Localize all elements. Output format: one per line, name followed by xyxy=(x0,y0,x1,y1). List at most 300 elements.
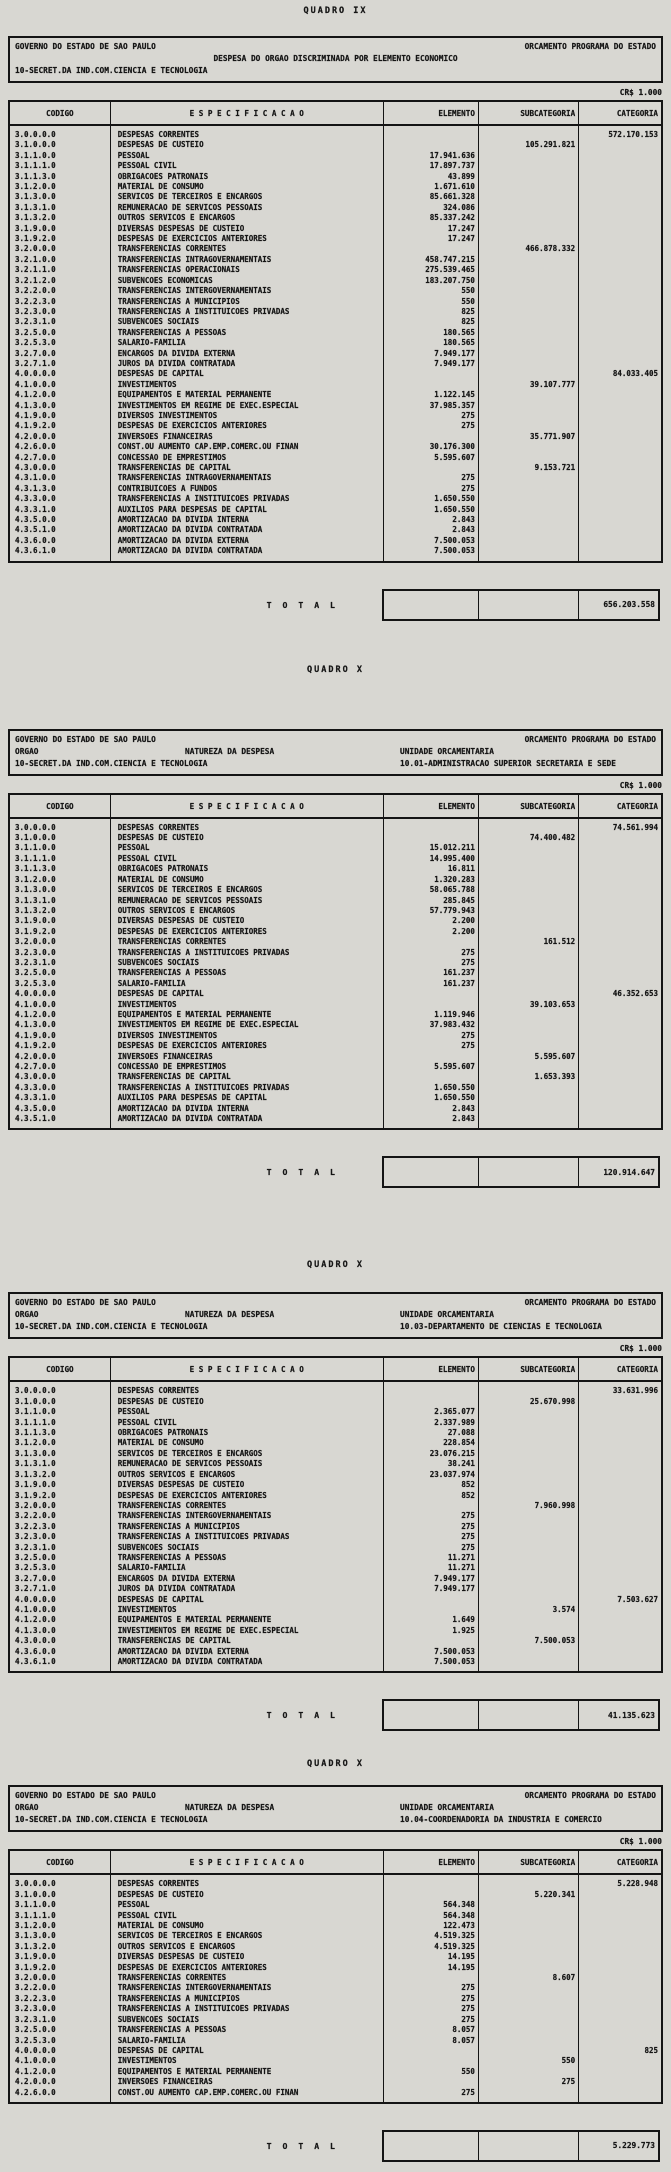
row-elemento: 1.650.550 xyxy=(383,494,478,504)
row-especificacao: INVERSOES FINANCEIRAS xyxy=(110,1052,383,1062)
row-subcategoria xyxy=(478,297,578,307)
table-row xyxy=(9,1931,662,1941)
row-codigo: 4.2.7.0.0 xyxy=(9,453,110,463)
row-subcategoria xyxy=(478,442,578,452)
col-codigo: CODIGO xyxy=(9,1850,110,1874)
row-especificacao: PESSOAL CIVIL xyxy=(110,1911,383,1921)
row-subcategoria xyxy=(478,172,578,182)
row-especificacao: DESPESAS DE CUSTEIO xyxy=(110,1890,383,1900)
row-elemento: 1.122.145 xyxy=(383,390,478,400)
row-subcategoria xyxy=(478,906,578,916)
row-especificacao: DESPESAS CORRENTES xyxy=(110,125,383,140)
row-subcategoria: 74.400.482 xyxy=(478,833,578,843)
row-codigo: 3.1.3.0.0 xyxy=(9,1931,110,1941)
row-elemento: 17.247 xyxy=(383,234,478,244)
table-row xyxy=(9,818,662,833)
row-elemento: 275 xyxy=(383,421,478,431)
row-categoria xyxy=(579,1501,662,1511)
row-elemento: 275 xyxy=(383,1041,478,1051)
row-especificacao: DESPESAS DE CUSTEIO xyxy=(110,833,383,843)
table-row xyxy=(9,1890,662,1900)
row-especificacao: INVESTIMENTOS xyxy=(110,1605,383,1615)
section-quadro-ix xyxy=(8,6,663,621)
row-especificacao: SALARIO-FAMILIA xyxy=(110,338,383,348)
row-categoria xyxy=(579,453,662,463)
table-row xyxy=(9,1874,662,1889)
row-categoria xyxy=(579,421,662,431)
table-row xyxy=(9,1093,662,1103)
row-subcategoria xyxy=(478,234,578,244)
row-subcategoria xyxy=(478,854,578,864)
row-subcategoria xyxy=(478,1615,578,1625)
row-elemento xyxy=(383,432,478,442)
table-row xyxy=(9,140,662,150)
row-codigo: 3.1.9.2.0 xyxy=(9,234,110,244)
row-especificacao: PESSOAL CIVIL xyxy=(110,161,383,171)
row-especificacao: CONST.OU AUMENTO CAP.EMP.COMERC.OU FINAN xyxy=(110,2088,383,2103)
table-row xyxy=(9,328,662,338)
row-categoria xyxy=(579,1010,662,1020)
row-codigo: 3.2.5.0.0 xyxy=(9,328,110,338)
government-name: GOVERNO DO ESTADO DE SAO PAULO xyxy=(15,734,156,744)
row-elemento xyxy=(383,818,478,833)
row-codigo: 4.1.9.2.0 xyxy=(9,1041,110,1051)
budget-table xyxy=(8,1849,663,2104)
table-row xyxy=(9,224,662,234)
table-row xyxy=(9,1574,662,1584)
row-subcategoria xyxy=(478,2015,578,2025)
col-especificacao: E S P E C I F I C A C A O xyxy=(110,1357,383,1381)
row-elemento: 852 xyxy=(383,1480,478,1490)
table-row xyxy=(9,1647,662,1657)
table-row xyxy=(9,2067,662,2077)
row-codigo: 3.1.1.0.0 xyxy=(9,1407,110,1417)
row-especificacao: SALARIO-FAMILIA xyxy=(110,979,383,989)
row-elemento: 15.012.211 xyxy=(383,843,478,853)
table-row xyxy=(9,369,662,379)
row-elemento: 2.843 xyxy=(383,525,478,535)
row-especificacao: OUTROS SERVICOS E ENCARGOS xyxy=(110,213,383,223)
row-codigo: 3.1.9.0.0 xyxy=(9,1480,110,1490)
row-especificacao: CONTRIBUICOES A FUNDOS xyxy=(110,484,383,494)
row-elemento: 17.941.636 xyxy=(383,151,478,161)
col-codigo: CODIGO xyxy=(9,101,110,125)
table-row xyxy=(9,968,662,978)
table-row xyxy=(9,1983,662,1993)
table-row xyxy=(9,536,662,546)
table-row xyxy=(9,1072,662,1082)
row-codigo: 3.2.3.1.0 xyxy=(9,317,110,327)
row-codigo: 4.1.0.0.0 xyxy=(9,2056,110,2066)
row-subcategoria xyxy=(478,979,578,989)
row-especificacao: TRANSFERENCIAS DE CAPITAL xyxy=(110,1072,383,1082)
row-subcategoria xyxy=(478,276,578,286)
row-categoria xyxy=(579,1052,662,1062)
row-categoria xyxy=(579,505,662,515)
row-categoria xyxy=(579,2067,662,2077)
row-elemento: 2.843 xyxy=(383,1114,478,1129)
row-subcategoria xyxy=(478,421,578,431)
row-codigo: 3.1.3.0.0 xyxy=(9,1449,110,1459)
table-row xyxy=(9,833,662,843)
row-codigo: 3.1.1.3.0 xyxy=(9,864,110,874)
row-elemento: 564.348 xyxy=(383,1900,478,1910)
row-especificacao: AMORTIZACAO DA DIVIDA EXTERNA xyxy=(110,1647,383,1657)
row-especificacao: OUTROS SERVICOS E ENCARGOS xyxy=(110,1942,383,1952)
government-name: GOVERNO DO ESTADO DE SAO PAULO xyxy=(15,1298,156,1308)
natureza-label: NATUREZA DA DESPESA xyxy=(185,746,275,756)
unidade-label: UNIDADE ORCAMENTARIA xyxy=(400,746,494,756)
row-categoria xyxy=(579,1532,662,1542)
natureza-label: NATUREZA DA DESPESA xyxy=(185,1310,275,1320)
table-row xyxy=(9,213,662,223)
row-categoria xyxy=(579,1615,662,1625)
table-row xyxy=(9,255,662,265)
row-codigo: 4.3.0.0.0 xyxy=(9,1636,110,1646)
row-especificacao: INVERSOES FINANCEIRAS xyxy=(110,2077,383,2087)
row-codigo: 4.3.5.0.0 xyxy=(9,1104,110,1114)
row-especificacao: DESPESAS DE CAPITAL xyxy=(110,1595,383,1605)
row-elemento xyxy=(383,1973,478,1983)
row-elemento: 275 xyxy=(383,1522,478,1532)
table-row xyxy=(9,1418,662,1428)
row-codigo: 3.2.3.1.0 xyxy=(9,2015,110,2025)
row-codigo: 3.1.2.0.0 xyxy=(9,182,110,192)
row-elemento: 275 xyxy=(383,2088,478,2103)
row-codigo: 4.3.6.1.0 xyxy=(9,1657,110,1672)
row-categoria xyxy=(579,349,662,359)
row-especificacao: PESSOAL xyxy=(110,151,383,161)
row-especificacao: TRANSFERENCIAS A INSTITUICOES PRIVADAS xyxy=(110,2004,383,2014)
table-row xyxy=(9,234,662,244)
table-row xyxy=(9,1942,662,1952)
row-categoria xyxy=(579,896,662,906)
row-categoria xyxy=(579,244,662,254)
row-especificacao: TRANSFERENCIAS INTERGOVERNAMENTAIS xyxy=(110,1511,383,1521)
row-codigo: 4.3.0.0.0 xyxy=(9,1072,110,1082)
row-categoria xyxy=(579,401,662,411)
table-row xyxy=(9,1449,662,1459)
table-row xyxy=(9,494,662,504)
row-codigo: 3.1.0.0.0 xyxy=(9,140,110,150)
row-codigo: 3.2.3.0.0 xyxy=(9,2004,110,2014)
total-elemento-cell xyxy=(384,1158,479,1186)
row-elemento xyxy=(383,989,478,999)
row-categoria xyxy=(579,2077,662,2087)
row-elemento: 161.237 xyxy=(383,968,478,978)
row-categoria xyxy=(579,515,662,525)
row-codigo: 3.1.1.3.0 xyxy=(9,172,110,182)
total-value: 656.203.558 xyxy=(603,600,655,610)
table-row xyxy=(9,1470,662,1480)
row-elemento: 2.337.989 xyxy=(383,1418,478,1428)
row-elemento: 180.565 xyxy=(383,328,478,338)
table-row xyxy=(9,1407,662,1417)
row-subcategoria xyxy=(478,161,578,171)
row-subcategoria xyxy=(478,125,578,140)
table-row xyxy=(9,1973,662,1983)
unidade-value: 10.01-ADMINISTRACAO SUPERIOR SECRETARIA E SEDE xyxy=(400,758,616,768)
row-subcategoria xyxy=(478,1522,578,1532)
row-categoria xyxy=(579,1480,662,1490)
row-especificacao: JUROS DA DIVIDA CONTRATADA xyxy=(110,1584,383,1594)
row-subcategoria xyxy=(478,307,578,317)
row-subcategoria xyxy=(478,1031,578,1041)
col-subcategoria: SUBCATEGORIA xyxy=(478,1850,578,1874)
org-header-box xyxy=(8,729,663,776)
row-codigo: 3.1.3.2.0 xyxy=(9,1942,110,1952)
row-categoria xyxy=(579,1511,662,1521)
row-categoria xyxy=(579,1647,662,1657)
org-header-box xyxy=(8,1785,663,1832)
row-elemento: 1.649 xyxy=(383,1615,478,1625)
row-subcategoria xyxy=(478,151,578,161)
row-codigo: 4.1.3.0.0 xyxy=(9,1626,110,1636)
table-row xyxy=(9,244,662,254)
total-row xyxy=(8,589,663,621)
row-elemento: 275 xyxy=(383,2015,478,2025)
program-name: ORCAMENTO PROGRAMA DO ESTADO xyxy=(524,42,656,51)
table-row xyxy=(9,307,662,317)
row-elemento: 7.949.177 xyxy=(383,1584,478,1594)
table-row xyxy=(9,1532,662,1542)
row-categoria xyxy=(579,213,662,223)
row-codigo: 3.0.0.0.0 xyxy=(9,1874,110,1889)
row-subcategoria xyxy=(478,536,578,546)
row-subcategoria xyxy=(478,896,578,906)
row-codigo: 3.1.1.0.0 xyxy=(9,151,110,161)
row-elemento: 275 xyxy=(383,1543,478,1553)
row-subcategoria xyxy=(478,484,578,494)
row-codigo: 3.1.0.0.0 xyxy=(9,833,110,843)
row-categoria xyxy=(579,286,662,296)
table-row xyxy=(9,2015,662,2025)
col-codigo: CODIGO xyxy=(9,1357,110,1381)
row-especificacao: TRANSFERENCIAS CORRENTES xyxy=(110,1973,383,1983)
table-row xyxy=(9,1381,662,1396)
row-subcategoria xyxy=(478,989,578,999)
row-categoria xyxy=(579,1900,662,1910)
row-categoria xyxy=(579,937,662,947)
row-especificacao: DIVERSAS DESPESAS DE CUSTEIO xyxy=(110,224,383,234)
row-especificacao: DESPESAS DE CAPITAL xyxy=(110,369,383,379)
row-codigo: 4.3.5.1.0 xyxy=(9,525,110,535)
section-quadro-x-1003 xyxy=(8,1260,663,1731)
row-elemento: 85.337.242 xyxy=(383,213,478,223)
row-elemento xyxy=(383,1605,478,1615)
row-categoria xyxy=(579,546,662,561)
row-categoria xyxy=(579,317,662,327)
row-categoria xyxy=(579,927,662,937)
currency-note: CR$ 1.000 xyxy=(619,780,662,790)
row-categoria xyxy=(579,224,662,234)
total-box xyxy=(382,1699,660,1731)
table-row xyxy=(9,203,662,213)
total-subcategoria-cell xyxy=(479,1701,579,1729)
row-codigo: 3.2.7.1.0 xyxy=(9,359,110,369)
row-categoria xyxy=(579,359,662,369)
row-categoria xyxy=(579,182,662,192)
row-elemento: 550 xyxy=(383,297,478,307)
row-subcategoria xyxy=(478,1041,578,1051)
row-categoria: 33.631.996 xyxy=(612,1386,658,1396)
row-especificacao: TRANSFERENCIAS A MUNICIPIOS xyxy=(110,1522,383,1532)
orgao-label: ORGAO xyxy=(15,1803,39,1813)
row-categoria xyxy=(579,1994,662,2004)
row-elemento xyxy=(383,1595,478,1605)
row-codigo: 3.0.0.0.0 xyxy=(9,1381,110,1396)
row-especificacao: AMORTIZACAO DA DIVIDA CONTRATADA xyxy=(110,1114,383,1129)
row-elemento: 275 xyxy=(383,1983,478,1993)
row-subcategoria xyxy=(478,1963,578,1973)
row-especificacao: OUTROS SERVICOS E ENCARGOS xyxy=(110,906,383,916)
row-codigo: 4.3.3.0.0 xyxy=(9,494,110,504)
row-especificacao: SUBVENCOES ECONOMICAS xyxy=(110,276,383,286)
table-row xyxy=(9,979,662,989)
row-subcategoria xyxy=(478,1553,578,1563)
row-categoria xyxy=(579,1428,662,1438)
row-elemento: 57.779.943 xyxy=(383,906,478,916)
row-subcategoria xyxy=(478,505,578,515)
row-codigo: 3.2.3.1.0 xyxy=(9,1543,110,1553)
row-categoria xyxy=(579,473,662,483)
row-especificacao: EQUIPAMENTOS E MATERIAL PERMANENTE xyxy=(110,2067,383,2077)
row-subcategoria xyxy=(478,1874,578,1889)
row-elemento xyxy=(383,1000,478,1010)
row-subcategoria xyxy=(478,1438,578,1448)
row-elemento: 161.237 xyxy=(383,979,478,989)
table-row xyxy=(9,192,662,202)
row-codigo: 3.2.1.1.0 xyxy=(9,265,110,275)
budget-table xyxy=(8,1356,663,1673)
row-especificacao: TRANSFERENCIAS A INSTITUICOES PRIVADAS xyxy=(110,948,383,958)
row-subcategoria: 35.771.907 xyxy=(478,432,578,442)
table-row xyxy=(9,265,662,275)
row-subcategoria xyxy=(478,1900,578,1910)
row-categoria xyxy=(579,1890,662,1900)
row-subcategoria xyxy=(478,1418,578,1428)
row-categoria xyxy=(579,161,662,171)
row-subcategoria xyxy=(478,390,578,400)
row-categoria xyxy=(579,1942,662,1952)
row-elemento: 1.119.946 xyxy=(383,1010,478,1020)
row-codigo: 3.2.0.0.0 xyxy=(9,1973,110,1983)
row-codigo: 3.0.0.0.0 xyxy=(9,818,110,833)
table-row xyxy=(9,484,662,494)
col-elemento: ELEMENTO xyxy=(383,794,478,818)
unidade-value: 10.04-COORDENADORIA DA INDUSTRIA E COMERCIO xyxy=(400,1815,602,1825)
row-codigo: 4.3.6.0.0 xyxy=(9,1647,110,1657)
row-elemento: 27.088 xyxy=(383,1428,478,1438)
row-subcategoria: 9.153.721 xyxy=(478,463,578,473)
row-codigo: 4.3.0.0.0 xyxy=(9,463,110,473)
row-categoria xyxy=(579,390,662,400)
row-categoria xyxy=(579,265,662,275)
row-categoria xyxy=(579,380,662,390)
table-row xyxy=(9,411,662,421)
row-categoria xyxy=(579,864,662,874)
row-subcategoria xyxy=(478,203,578,213)
row-elemento xyxy=(383,2077,478,2087)
table-row xyxy=(9,1921,662,1931)
orgao-value: 10-SECRET.DA IND.COM.CIENCIA E TECNOLOGIA xyxy=(15,1815,208,1825)
row-categoria xyxy=(579,875,662,885)
row-elemento: 228.854 xyxy=(383,1438,478,1448)
table-row xyxy=(9,338,662,348)
row-categoria xyxy=(579,1983,662,1993)
row-elemento: 2.365.077 xyxy=(383,1407,478,1417)
row-especificacao: INVESTIMENTOS EM REGIME DE EXEC.ESPECIAL xyxy=(110,401,383,411)
total-row xyxy=(8,1699,663,1731)
row-codigo: 3.1.3.0.0 xyxy=(9,885,110,895)
row-subcategoria xyxy=(478,401,578,411)
row-especificacao: REMUNERACAO DE SERVICOS PESSOAIS xyxy=(110,203,383,213)
row-categoria xyxy=(579,307,662,317)
row-codigo: 3.1.3.1.0 xyxy=(9,1459,110,1469)
table-row xyxy=(9,1052,662,1062)
row-categoria xyxy=(579,536,662,546)
table-row xyxy=(9,1522,662,1532)
row-especificacao: CONCESSAO DE EMPRESTIMOS xyxy=(110,453,383,463)
row-subcategoria xyxy=(478,411,578,421)
table-row xyxy=(9,276,662,286)
row-codigo: 3.1.3.0.0 xyxy=(9,192,110,202)
row-categoria xyxy=(579,854,662,864)
row-categoria xyxy=(579,1083,662,1093)
row-categoria xyxy=(579,297,662,307)
row-codigo: 3.1.9.0.0 xyxy=(9,224,110,234)
row-subcategoria xyxy=(478,948,578,958)
total-label: T O T A L xyxy=(266,599,338,610)
col-categoria: CATEGORIA xyxy=(579,101,662,125)
row-subcategoria xyxy=(478,192,578,202)
row-especificacao: AMORTIZACAO DA DIVIDA CONTRATADA xyxy=(110,1657,383,1672)
table-row xyxy=(9,843,662,853)
row-codigo: 3.1.3.2.0 xyxy=(9,906,110,916)
row-especificacao: AMORTIZACAO DA DIVIDA CONTRATADA xyxy=(110,546,383,561)
row-codigo: 4.3.3.0.0 xyxy=(9,1083,110,1093)
row-codigo: 3.2.3.1.0 xyxy=(9,958,110,968)
row-subcategoria xyxy=(478,1942,578,1952)
row-codigo: 3.2.3.0.0 xyxy=(9,307,110,317)
row-elemento: 1.650.550 xyxy=(383,505,478,515)
row-subcategoria xyxy=(478,843,578,853)
row-elemento: 285.845 xyxy=(383,896,478,906)
table-row xyxy=(9,286,662,296)
row-especificacao: TRANSFERENCIAS CORRENTES xyxy=(110,1501,383,1511)
row-elemento: 5.595.607 xyxy=(383,1062,478,1072)
table-subtitle: DESPESA DO ORGAO DISCRIMINADA POR ELEMENTO ECONOMICO xyxy=(213,54,458,63)
row-subcategoria xyxy=(478,328,578,338)
table-row xyxy=(9,421,662,431)
row-elemento: 58.065.788 xyxy=(383,885,478,895)
row-codigo: 3.2.0.0.0 xyxy=(9,1501,110,1511)
row-codigo: 4.3.5.0.0 xyxy=(9,515,110,525)
row-categoria xyxy=(579,1973,662,1983)
row-categoria xyxy=(579,1438,662,1448)
row-categoria xyxy=(579,484,662,494)
row-elemento: 38.241 xyxy=(383,1459,478,1469)
row-subcategoria xyxy=(478,1449,578,1459)
table-row xyxy=(9,182,662,192)
row-elemento: 5.595.607 xyxy=(383,453,478,463)
row-especificacao: TRANSFERENCIAS INTERGOVERNAMENTAIS xyxy=(110,286,383,296)
table-row xyxy=(9,1595,662,1605)
table-row xyxy=(9,958,662,968)
row-codigo: 4.2.7.0.0 xyxy=(9,1062,110,1072)
orgao-value: 10-SECRET.DA IND.COM.CIENCIA E TECNOLOGIA xyxy=(15,66,208,75)
section-quadro-x-1001 xyxy=(8,665,663,1189)
